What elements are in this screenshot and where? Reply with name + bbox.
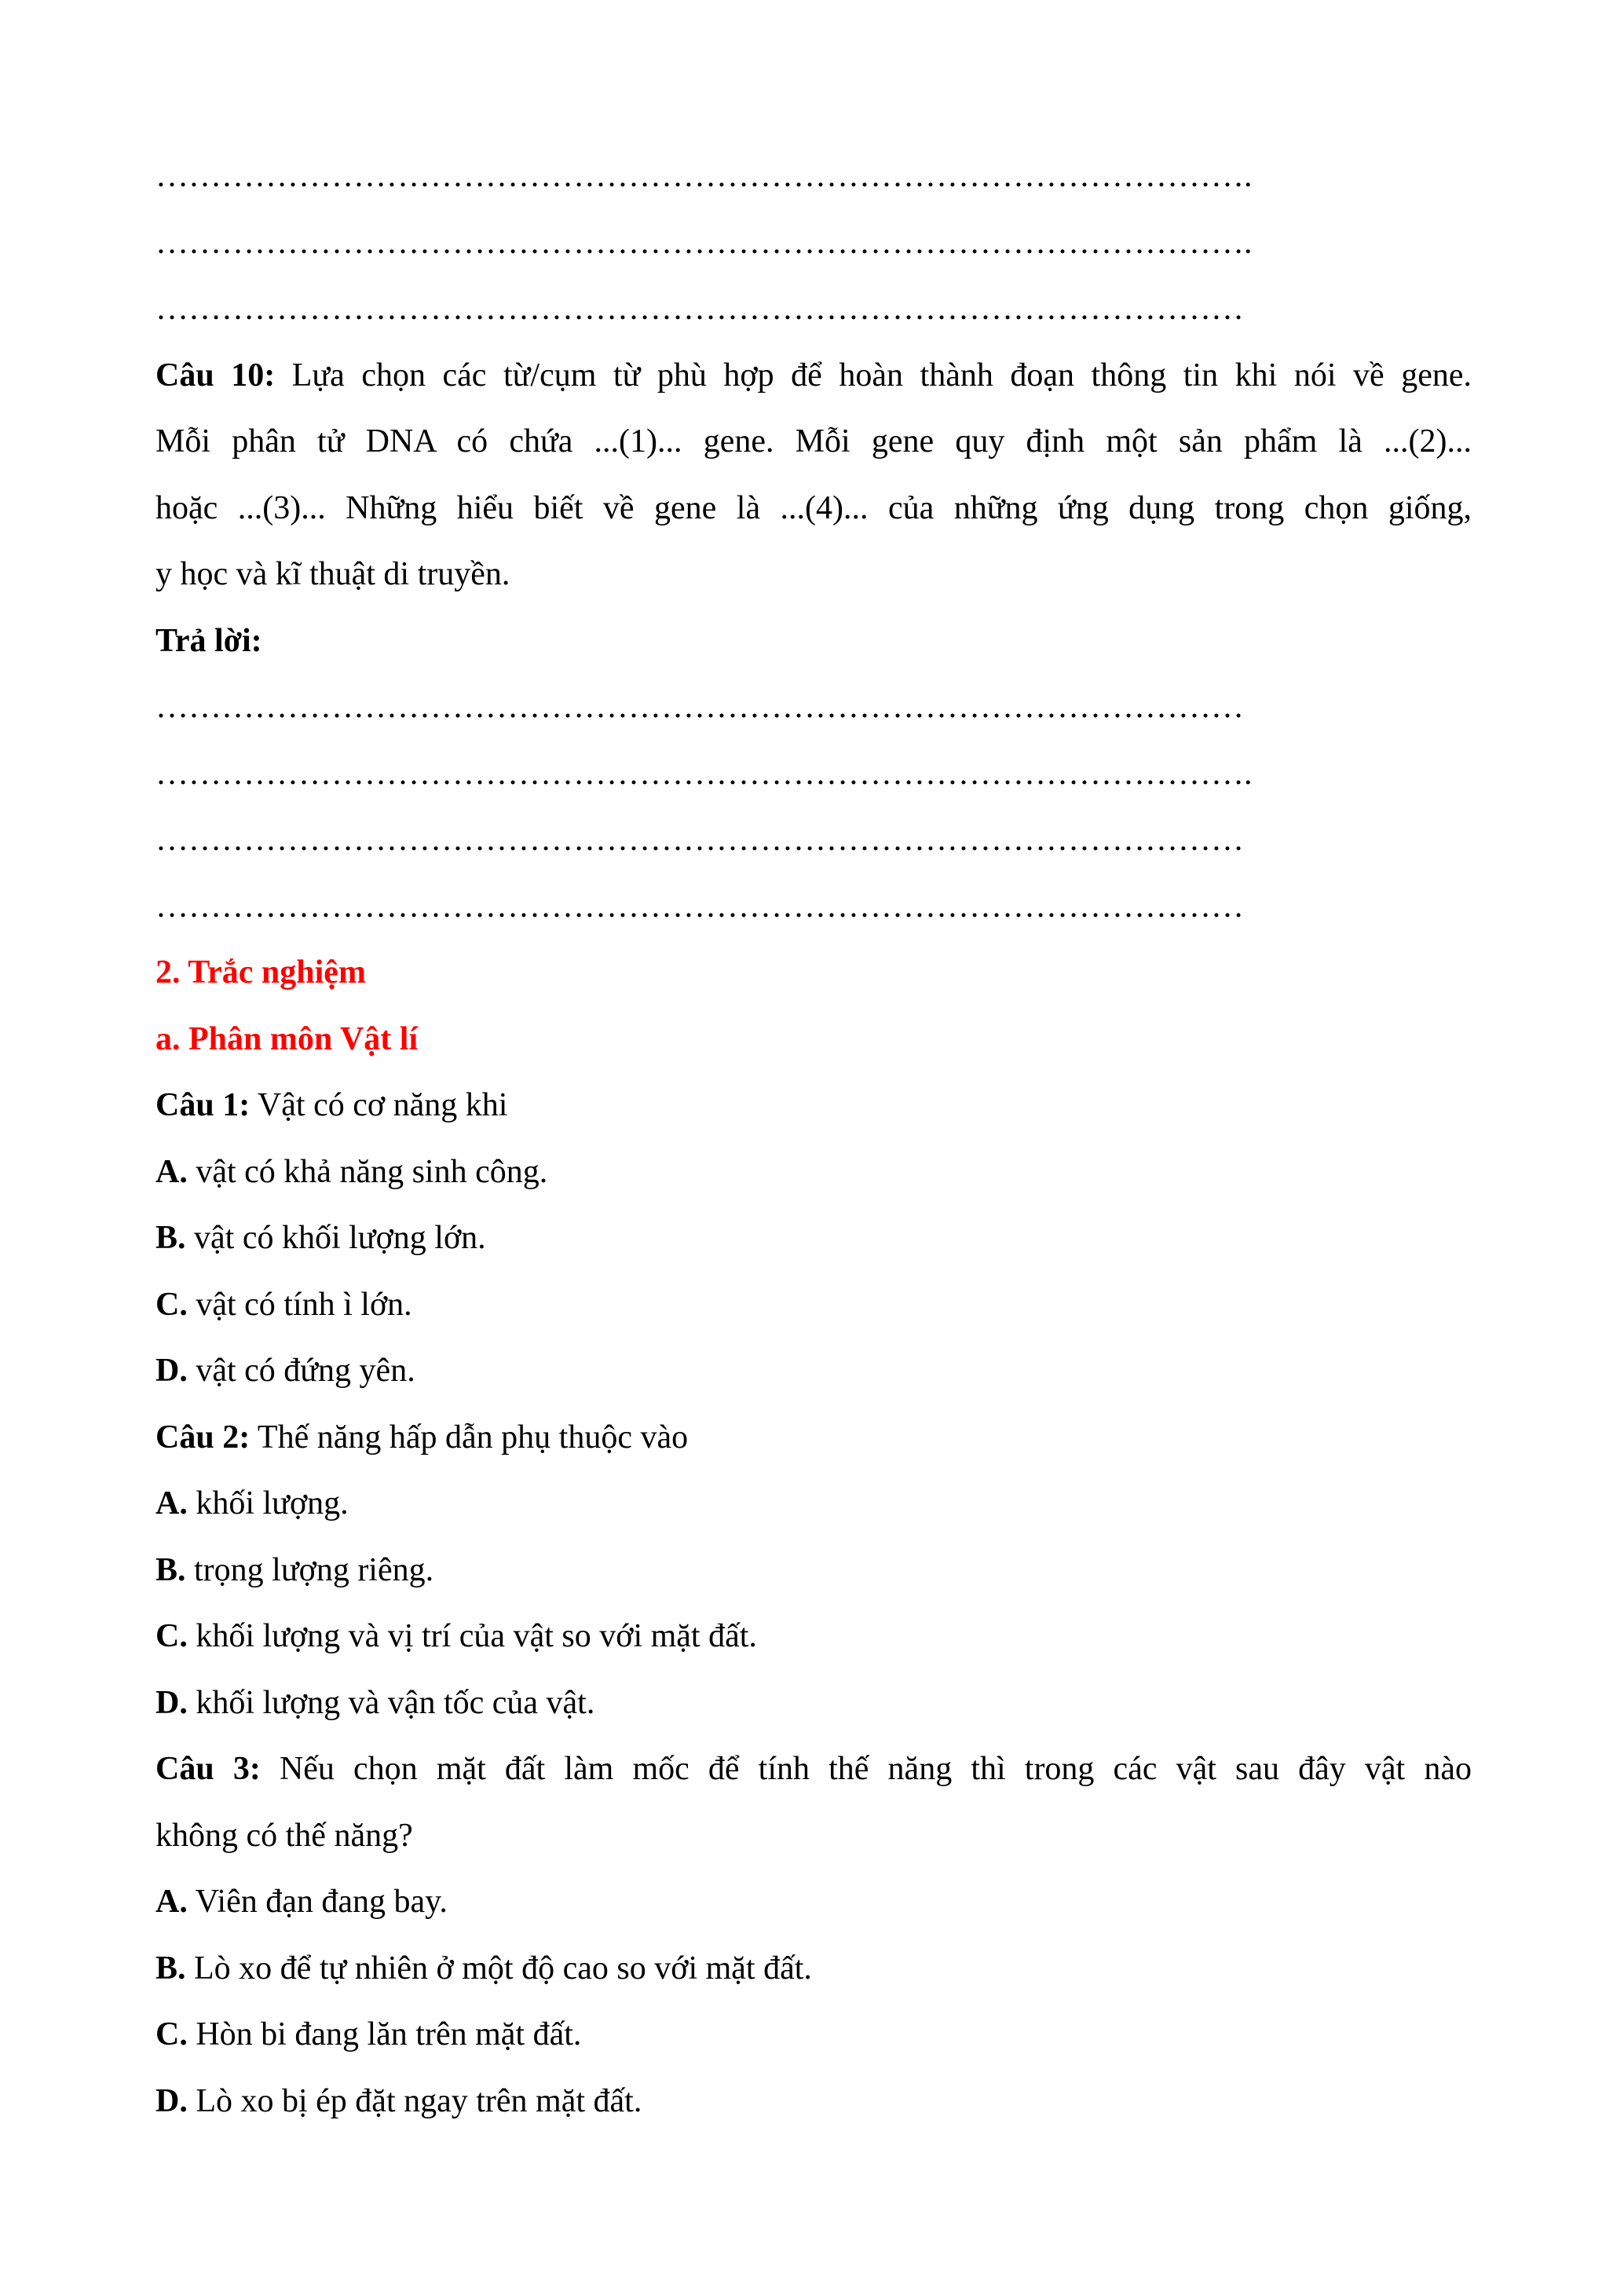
option-b [155, 1205, 1472, 1272]
option-text: vật có đứng yên. [187, 1353, 415, 1389]
question-text: Nếu chọn mặt đất làm mốc để tính thế năng thì trong các vật sau đây vật nào [260, 1751, 1472, 1787]
option-text: vật có khối lượng lớn. [185, 1220, 486, 1256]
question-1 [155, 1072, 1472, 1139]
option-letter: D. [155, 1684, 188, 1721]
question-10-text: Lựa chọn các từ/cụm từ phù hợp để hoàn thành đoạn thông tin khi nói về gene. [275, 357, 1472, 394]
option-letter: B. [155, 1220, 186, 1256]
option-letter: C. [155, 2016, 188, 2052]
option-text: trọng lượng riêng. [185, 1551, 434, 1588]
question-10-line-3: hoặc ...(3)... Những hiểu biết về gene là ...(4)... của những ứng dụng trong chọn giống, [155, 489, 1472, 526]
section-subheading: a. Phân môn Vật lí [155, 1020, 419, 1057]
answer-dots-line: ……………………………………………………………………………………… [155, 291, 1244, 327]
option-text: Lò xo bị ép đặt ngay trên mặt đất. [187, 2082, 642, 2119]
option-text: khối lượng. [187, 1485, 349, 1522]
question-text: Vật có cơ năng khi [250, 1087, 508, 1123]
answer-dots-line: ………………………………………………………………………………………. [155, 224, 1253, 261]
question-10-line-1 [155, 342, 1472, 409]
option-text: vật có khả năng sinh công. [187, 1153, 548, 1190]
question-10-line-2: Mỗi phân tử DNA có chứa ...(1)... gene. Mỗi gene quy định một sản phẩm là ...(2)... [155, 423, 1472, 460]
question-3-continued: không có thế năng? [155, 1817, 413, 1854]
option-letter: A. [155, 1485, 188, 1522]
question-label: Câu 1: [155, 1087, 251, 1123]
option-letter: C. [155, 1286, 188, 1323]
question-10-line-4: y học và kĩ thuật di truyền. [155, 556, 510, 592]
option-letter: A. [155, 1153, 188, 1190]
option-letter: C. [155, 1618, 188, 1654]
answer-dots-line: ………………………………………………………………………………………. [155, 158, 1253, 194]
option-c [155, 1272, 1472, 1338]
answer-label: Trả lời: [155, 622, 262, 659]
question-label: Câu 3: [155, 1751, 261, 1787]
option-d [155, 1338, 1472, 1404]
answer-dots-line: ……………………………………………………………………………………… [155, 888, 1244, 925]
option-d [155, 1670, 1472, 1737]
answer-dots-line: ………………………………………………………………………………………. [155, 755, 1253, 792]
document-page [155, 143, 1472, 2134]
question-2 [155, 1404, 1472, 1471]
option-a [155, 1470, 1472, 1537]
question-label: Câu 2: [155, 1419, 251, 1456]
option-text: Hòn bi đang lăn trên mặt đất. [187, 2016, 582, 2052]
option-letter: B. [155, 1950, 186, 1987]
option-text: khối lượng và vận tốc của vật. [187, 1684, 595, 1721]
option-text: khối lượng và vị trí của vật so với mặt đất. [187, 1618, 757, 1654]
option-a [155, 1139, 1472, 1206]
option-d [155, 2068, 1472, 2135]
answer-dots-line: ……………………………………………………………………………………… [155, 822, 1244, 858]
question-text: Thế năng hấp dẫn phụ thuộc vào [250, 1419, 689, 1456]
option-text: vật có tính ì lớn. [187, 1286, 412, 1323]
option-c [155, 2001, 1472, 2068]
question-10-label: Câu 10: [155, 357, 276, 394]
answer-dots-line: ……………………………………………………………………………………… [155, 689, 1244, 725]
option-c [155, 1603, 1472, 1670]
question-3 [155, 1736, 1472, 1803]
option-a [155, 1869, 1472, 1935]
option-letter: A. [155, 1884, 188, 1920]
option-text: Lò xo để tự nhiên ở một độ cao so với mặt đất. [185, 1950, 812, 1987]
option-letter: D. [155, 1353, 188, 1389]
option-letter: B. [155, 1551, 186, 1588]
option-text: Viên đạn đang bay. [187, 1884, 448, 1920]
section-heading: 2. Trắc nghiệm [155, 954, 366, 991]
option-b [155, 1537, 1472, 1604]
option-b [155, 1935, 1472, 2002]
option-letter: D. [155, 2082, 188, 2119]
